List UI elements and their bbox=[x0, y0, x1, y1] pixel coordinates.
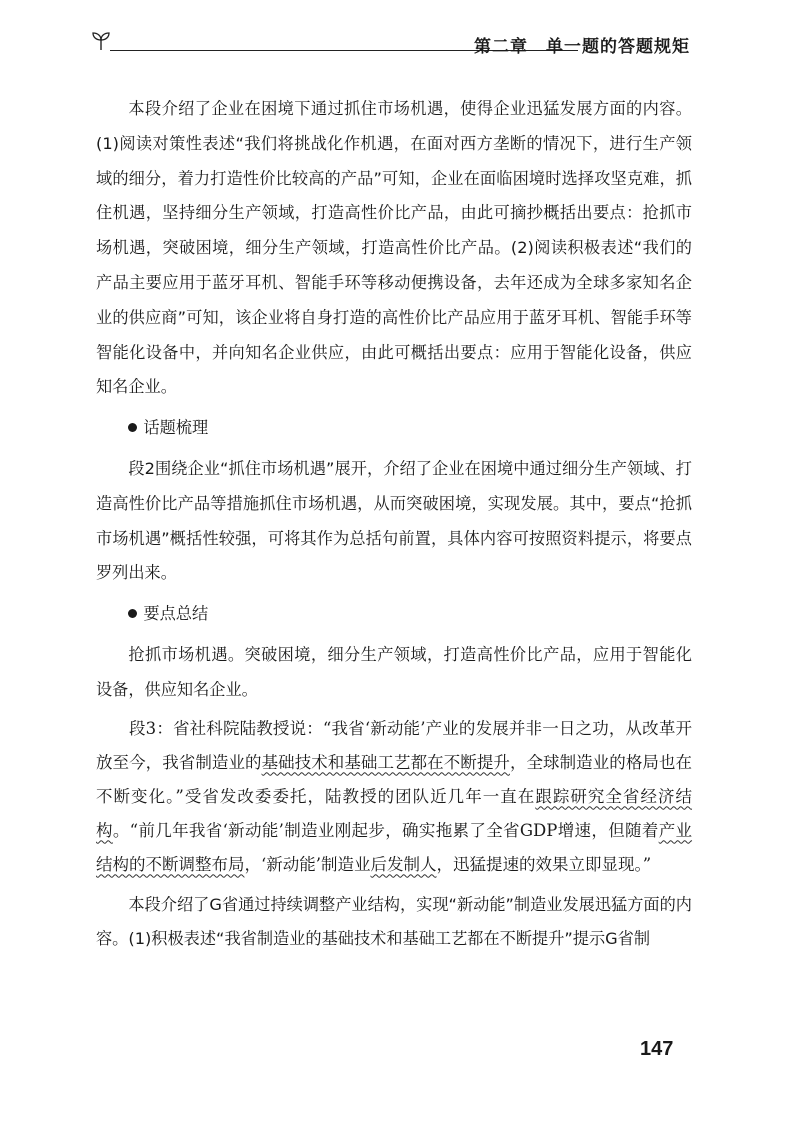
underlined-phrase: 基础技术和基础工艺都在不断提升 bbox=[261, 752, 510, 772]
bullet-icon bbox=[128, 609, 137, 618]
chapter-title: 第二章 单一题的答题规矩 bbox=[474, 37, 690, 57]
underlined-phrase: 产业结构的不断调整布局 bbox=[96, 820, 693, 874]
page-number: 147 bbox=[640, 1038, 674, 1060]
bullet-icon bbox=[128, 423, 137, 432]
sprout-icon bbox=[90, 30, 112, 52]
section-heading-summary: 要点总结 bbox=[96, 597, 692, 632]
running-header bbox=[90, 28, 690, 58]
section-heading-topic: 话题梳理 bbox=[96, 411, 692, 446]
paragraph-summary: 抢抓市场机遇。突破困境，细分生产领域，打造高性价比产品，应用于智能化设备，供应知名企业。 bbox=[96, 644, 692, 699]
paragraph-analysis-2: 本段介绍了企业在困境下通过抓住市场机遇，使得企业迅猛发展方面的内容。(1)阅读对策性表述“我们将挑战化作机遇，在面对西方垄断的情况下，进行生产领域的细分，着力打造性价比较高的产品”可知，企业在面临困境时选择攻坚克难，抓住机遇，坚持细分生产领域，打造高性价比产品，由此可摘抄概括出要点：抢抓市场机遇，突破困境，细分生产领域，打造高性价比产品。(2)阅读积极表述“我们的产品主要应用于蓝牙耳机、智能手环等移动便携设备，去年还成为全球多家知名企业的供应商”可知，该企业将自身打造的高性价比产品应用于蓝牙耳机、智能手环等智能化设备中，并向知名企业供应，由此可概括出要点：应用于智能化设备，供应知名企业。 bbox=[96, 99, 692, 397]
underlined-phrase: 跟踪研究全省经济结构 bbox=[96, 786, 693, 840]
paragraph-analysis-3: 本段介绍了G省通过持续调整产业结构，实现“新动能”制造业发展迅猛方面的内容。(1)积极表述“我省制造业的基础技术和基础工艺都在不断提升”提示G省制 bbox=[96, 894, 692, 949]
page-body bbox=[96, 92, 692, 957]
underlined-phrase: 后发制人 bbox=[370, 854, 437, 874]
paragraph-quote-3: 段3：省社科院陆教授说：“我省‘新动能’产业的发展并非一日之功，从改革开放至今，我省制造业的基础技术和基础工艺都在不断提升，全球制造业的格局也在不断变化。”受省发改委委托，陆教授的团队近几年一直在跟踪研究全省经济结构。“前几年我省‘新动能’制造业刚起步，确实拖累了全省GDP增速，但随着产业结构的不断调整布局，‘新动能’制造业后发制人，迅猛提速的效果立即显现。” bbox=[96, 718, 693, 874]
paragraph-topic: 段2围绕企业“抓住市场机遇”展开，介绍了企业在困境中通过细分生产领域、打造高性价比产品等措施抓住市场机遇，从而突破困境，实现发展。其中，要点“抢抓市场机遇”概括性较强，可将其作为总括句前置，具体内容可按照资料提示，将要点罗列出来。 bbox=[96, 458, 692, 583]
